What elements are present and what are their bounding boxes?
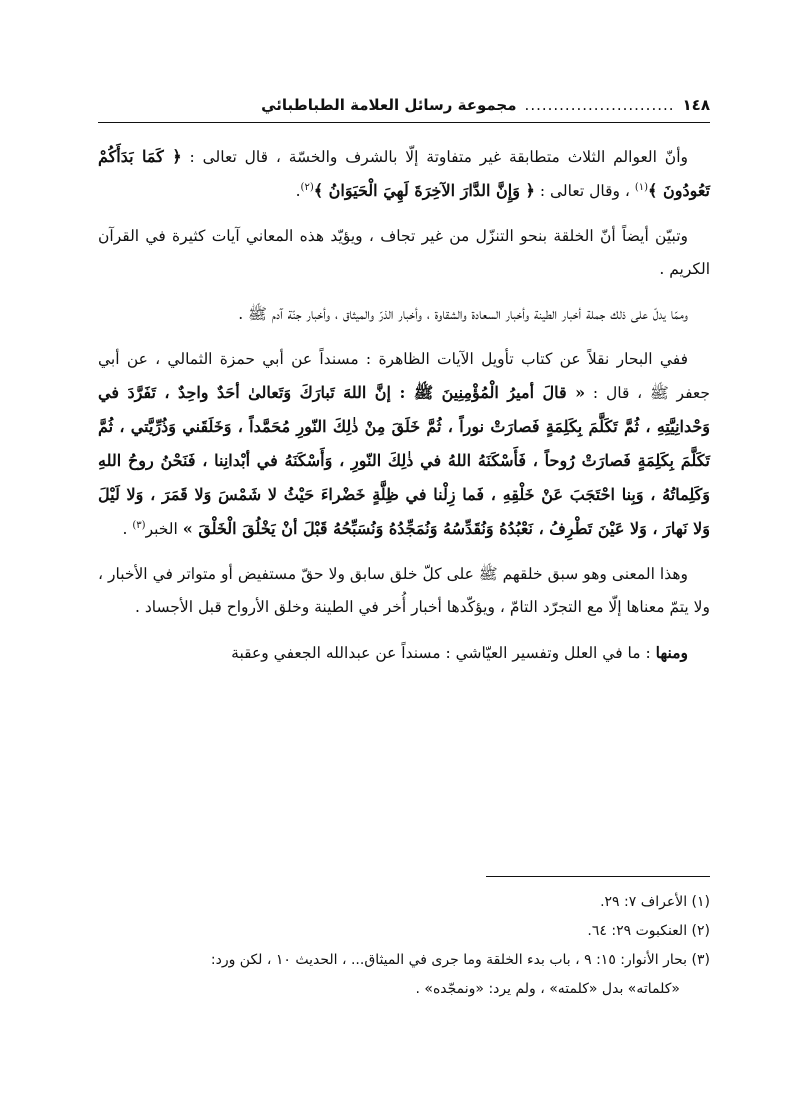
paragraph-5: وهذا المعنى وهو سبق خلقهم ﷺ على كلّ خلق سابق ولا حقّ مستفيض أو متواتر في الأخبار ، ولا يتمّ معناها إلّا مع التجرّد التامّ ، ويؤكّدها أخبار أُخر في الطينة وخلق الأرواح قبل الأجساد . — [98, 565, 710, 616]
footnote-separator — [486, 876, 710, 877]
footnote-2: (٢) العنكبوت ٢٩: ٦٤. — [587, 923, 710, 939]
quran-verse-1: ﴿ كَمَا بَدَأَكُمْ تَعُودُونَ ﴾ — [98, 147, 710, 200]
quran-verse-2: ﴿ وَإِنَّ الدَّارَ الآخِرَةَ لَهِيَ الْحَيَوَانُ ﴾ — [313, 181, 535, 200]
paragraph-1-text-a: وأنّ العوالم الثلاث متطابقة غير متفاوتة إلّا بالشرف والخسّة ، قال تعالى : — [181, 148, 688, 166]
header-dots: .......................... — [524, 96, 675, 114]
paragraph-6-text: : ما في العلل وتفسير العيّاشي : مسنداً عن عبدالله الجعفي وعقبة — [231, 644, 656, 662]
book-title: مجموعة رسائل العلامة الطباطبائي — [261, 96, 517, 114]
paragraph-4-text-c: . — [122, 520, 133, 538]
paragraph-2: وتبيّن أيضاً أنّ الخلقة بنحو التنزّل من غير تجاف ، ويؤيّد هذه المعاني آيات كثيرة في القرآن الكريم . — [98, 227, 710, 278]
paragraph-1-text-c: . — [295, 182, 301, 200]
footnote-1: (١) الأعراف ٧: ٢٩. — [600, 894, 710, 910]
paragraph-1-text-b: ، وقال تعالى : — [534, 182, 635, 200]
page-number: ١٤٨ — [682, 96, 710, 114]
paragraph-4-text-a: ففي البحار نقلاً عن كتاب تأويل الآيات الظاهرة : مسنداً عن أبي حمزة الثمالي ، عن أبي جعفر ﷺ ، قال : — [98, 350, 710, 402]
footnotes — [98, 888, 710, 1004]
hadith-quote: « قالَ أميرُ الْمُؤْمِنِينَ ﷺ : إنَّ اللهَ تَبارَكَ وَتَعالىٰ أحَدٌ واحِدٌ ، تَفَرَّدَ في وَحْدانِيَّتِهِ ، ثُمَّ تَكَلَّمَ بِكَلِمَةٍ فَصارَتْ نوراً ، ثُمَّ خَلَقَ مِنْ ذٰلِكَ النّورِ مُحَمَّداً ، وَخَلَقَني وَذُرِّيَّتي ، ثُمَّ تَكَلَّمَ بِكَلِمَةٍ فَصارَتْ رُوحاً ، فَأَسْكَنَهُ اللهُ في ذٰلِكَ النّورِ ، وَأَسْكَنَهُ في أبْدانِنا ، فَنَحْنُ روحُ اللهِ وَكَلِماتُهُ ، وَبِنا احْتَجَبَ عَنْ خَلْقِهِ ، فَما زِلْنا في ظِلَّةٍ خَضْراءَ حَيْثُ لا شَمْسَ وَلا قَمَرَ ، وَلا لَيْلَ وَلا نَهارَ ، وَلا عَيْنَ تَطْرِفُ ، نَعْبُدُهُ وَنُقَدِّسُهُ وَنُمَجِّدُهُ وَنُسَبِّحُهُ قَبْلَ أنْ يَخْلُقَ الْخَلْقَ » — [98, 383, 710, 538]
paragraph-6 — [98, 636, 710, 670]
book-page — [98, 88, 710, 1068]
paragraph-3: وممّا يدلّ على ذلك جملة أخبار الطينة وأخبار السعادة والشقاوة ، وأخبار الذرّ والميثاق ، وأخبار جنّة آدم ﷺ . — [238, 305, 688, 323]
footnote-ref-1: (١) — [634, 181, 649, 193]
paragraph-4-text-b: الخبر — [145, 520, 183, 538]
footnote-3-continuation: «كلماته» بدل «كلمته» ، ولم يرد: «ونمجّده» . — [415, 981, 680, 997]
main-text — [98, 140, 710, 682]
paragraph-4 — [98, 343, 710, 546]
paragraph-6-lead: ومنها — [655, 643, 688, 662]
footnote-3: (٣) بحار الأنوار: ١٥: ٩ ، باب بدء الخلقة وما جرى في الميثاق... ، الحديث ١٠ ، لكن ورد: — [210, 952, 710, 968]
footnote-ref-2: (٢) — [300, 181, 314, 193]
running-header — [98, 88, 710, 123]
paragraph-1 — [98, 140, 710, 208]
footnote-ref-3: (٣) — [132, 519, 146, 531]
